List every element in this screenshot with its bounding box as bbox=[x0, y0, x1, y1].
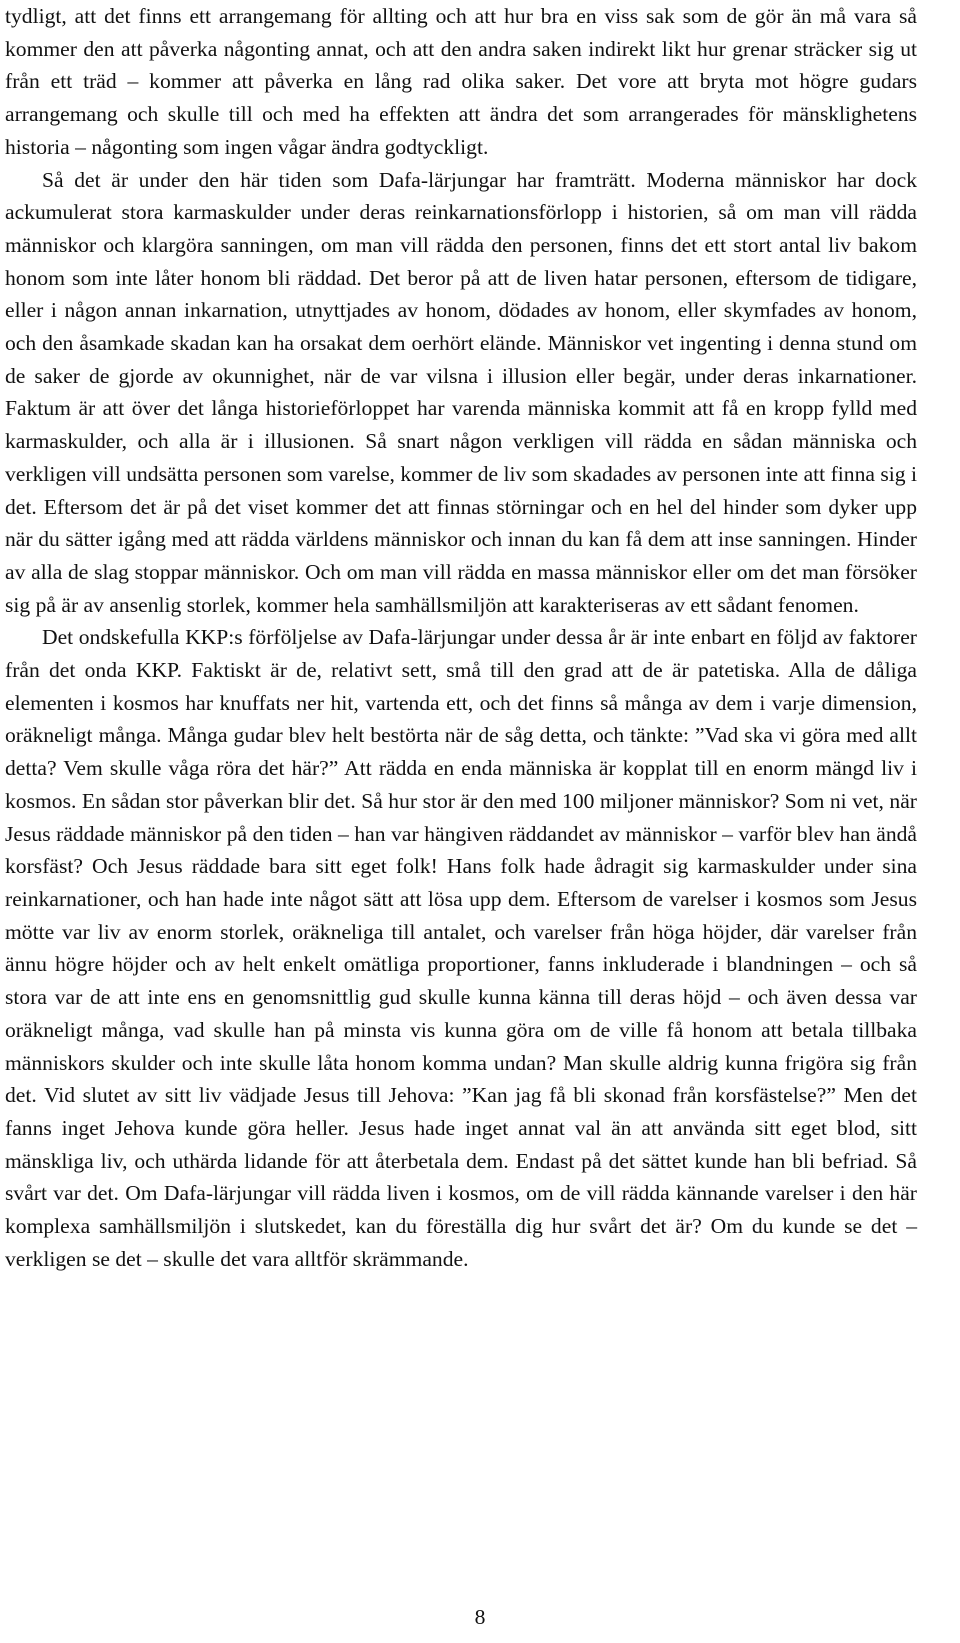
paragraph-3: Det ondskefulla KKP:s förföljelse av Dafa-lärjungar under dessa år är inte enbart en följd av faktorer från det onda KKP. Faktiskt är de, relativt sett, små till den grad att de är patetiska. Alla de dåliga elementen i kosmos har knuffats ner hit, vartenda ett, och det finns så många av dem i varje dimension, oräkneligt många. Många gudar blev helt bestörta när de såg detta, och tänkte: ”Vad ska vi göra med allt detta? Vem skulle våga röra det här?” Att rädda en enda människa är kopplat till en enorm mängd liv i kosmos. En sådan stor påverkan blir det. Så hur stor är den med 100 miljoner människor? Som ni vet, när Jesus räddade människor på den tiden – han var hängiven räddandet av människor – varför blev han ändå korsfäst? Och Jesus räddade bara sitt eget folk! Hans folk hade ådragit sig karmaskulder under sina reinkarnationer, och han hade inte något sätt att lösa upp dem. Eftersom de varelser i kosmos som Jesus mötte var liv av enorm storlek, oräkneliga till antalet, och varelser från höga höjder, där varelser från ännu högre höjder och av helt enkelt omätliga proportioner, fanns inkluderade i blandningen – och så stora var de att inte ens en genomsnittlig gud skulle kunna känna till deras höjd – och även dessa var oräkneligt många, vad skulle han på minsta vis kunna göra om de ville få honom att betala tillbaka människors skulder och inte skulle låta honom komma undan? Man skulle aldrig kunna frigöra sig från det. Vid slutet av sitt liv vädjade Jesus till Jehova: ”Kan jag få bli skonad från korsfästelse?” Men det fanns inget Jehova kunde göra heller. Jesus hade inget annat val än att använda sitt eget blod, sitt mänskliga liv, och uthärda lidande för att återbetala dem. Endast på det sättet kunde han bli befriad. Så svårt var det. Om Dafa-lärjungar vill rädda liven i kosmos, om de vill rädda kännande varelser i den här komplexa samhällsmiljön i slutskedet, kan du föreställa dig hur svårt det är? Om du kunde se det – verkligen se det – skulle det vara alltför skrämmande. bbox=[5, 625, 917, 1271]
document-body bbox=[5, 0, 917, 1275]
paragraph-2: Så det är under den här tiden som Dafa-lärjungar har framträtt. Moderna människor har dock ackumulerat stora karmaskulder under deras reinkarnationsförlopp i historien, så om man vill rädda människor och klargöra sanningen, om man vill rädda den personen, finns det ett stort antal liv bakom honom som inte låter honom bli räddad. Det beror på att de liven hatar personen, eftersom de tidigare, eller i någon annan inkarnation, utnyttjades av honom, dödades av honom, eller skymfades av honom, och den åsamkade skadan kan ha orsakat dem oerhört elände. Människor vet ingenting i denna stund om de saker de gjorde av okunnighet, när de var vilsna i illusion eller begär, under deras inkarnationer. Faktum är att över det långa historieförloppet har varenda människa kommit att få en kropp fylld med karmaskulder, och alla är i illusionen. Så snart någon verkligen vill rädda en sådan människa och verkligen vill undsätta personen som varelse, kommer de liv som skadades av personen inte att finna sig i det. Eftersom det är på det viset kommer det att finnas störningar och en hel del hinder som dyker upp när du sätter igång med att rädda världens människor och innan du kan få dem att inse sanningen. Hinder av alla de slag stoppar människor. Och om man vill rädda en massa människor eller om det man försöker sig på är av ansenlig storlek, kommer hela samhällsmiljön att karakteriseras av ett sådant fenomen. bbox=[5, 167, 917, 617]
page-number: 8 bbox=[474, 1605, 486, 1629]
paragraph-1: tydligt, att det finns ett arrangemang för allting och att hur bra en viss sak som de gör än må vara så kommer den att påverka någonting annat, och att den andra saken indirekt likt hur grenar sträcker sig ut från ett träd – kommer att påverka en lång rad olika saker. Det vore att bryta mot högre gudars arrangemang och skulle till och med ha effekten att ändra det som arrangerades för mänsklighetens historia – någonting som ingen vågar ändra godtyckligt. bbox=[5, 4, 917, 159]
